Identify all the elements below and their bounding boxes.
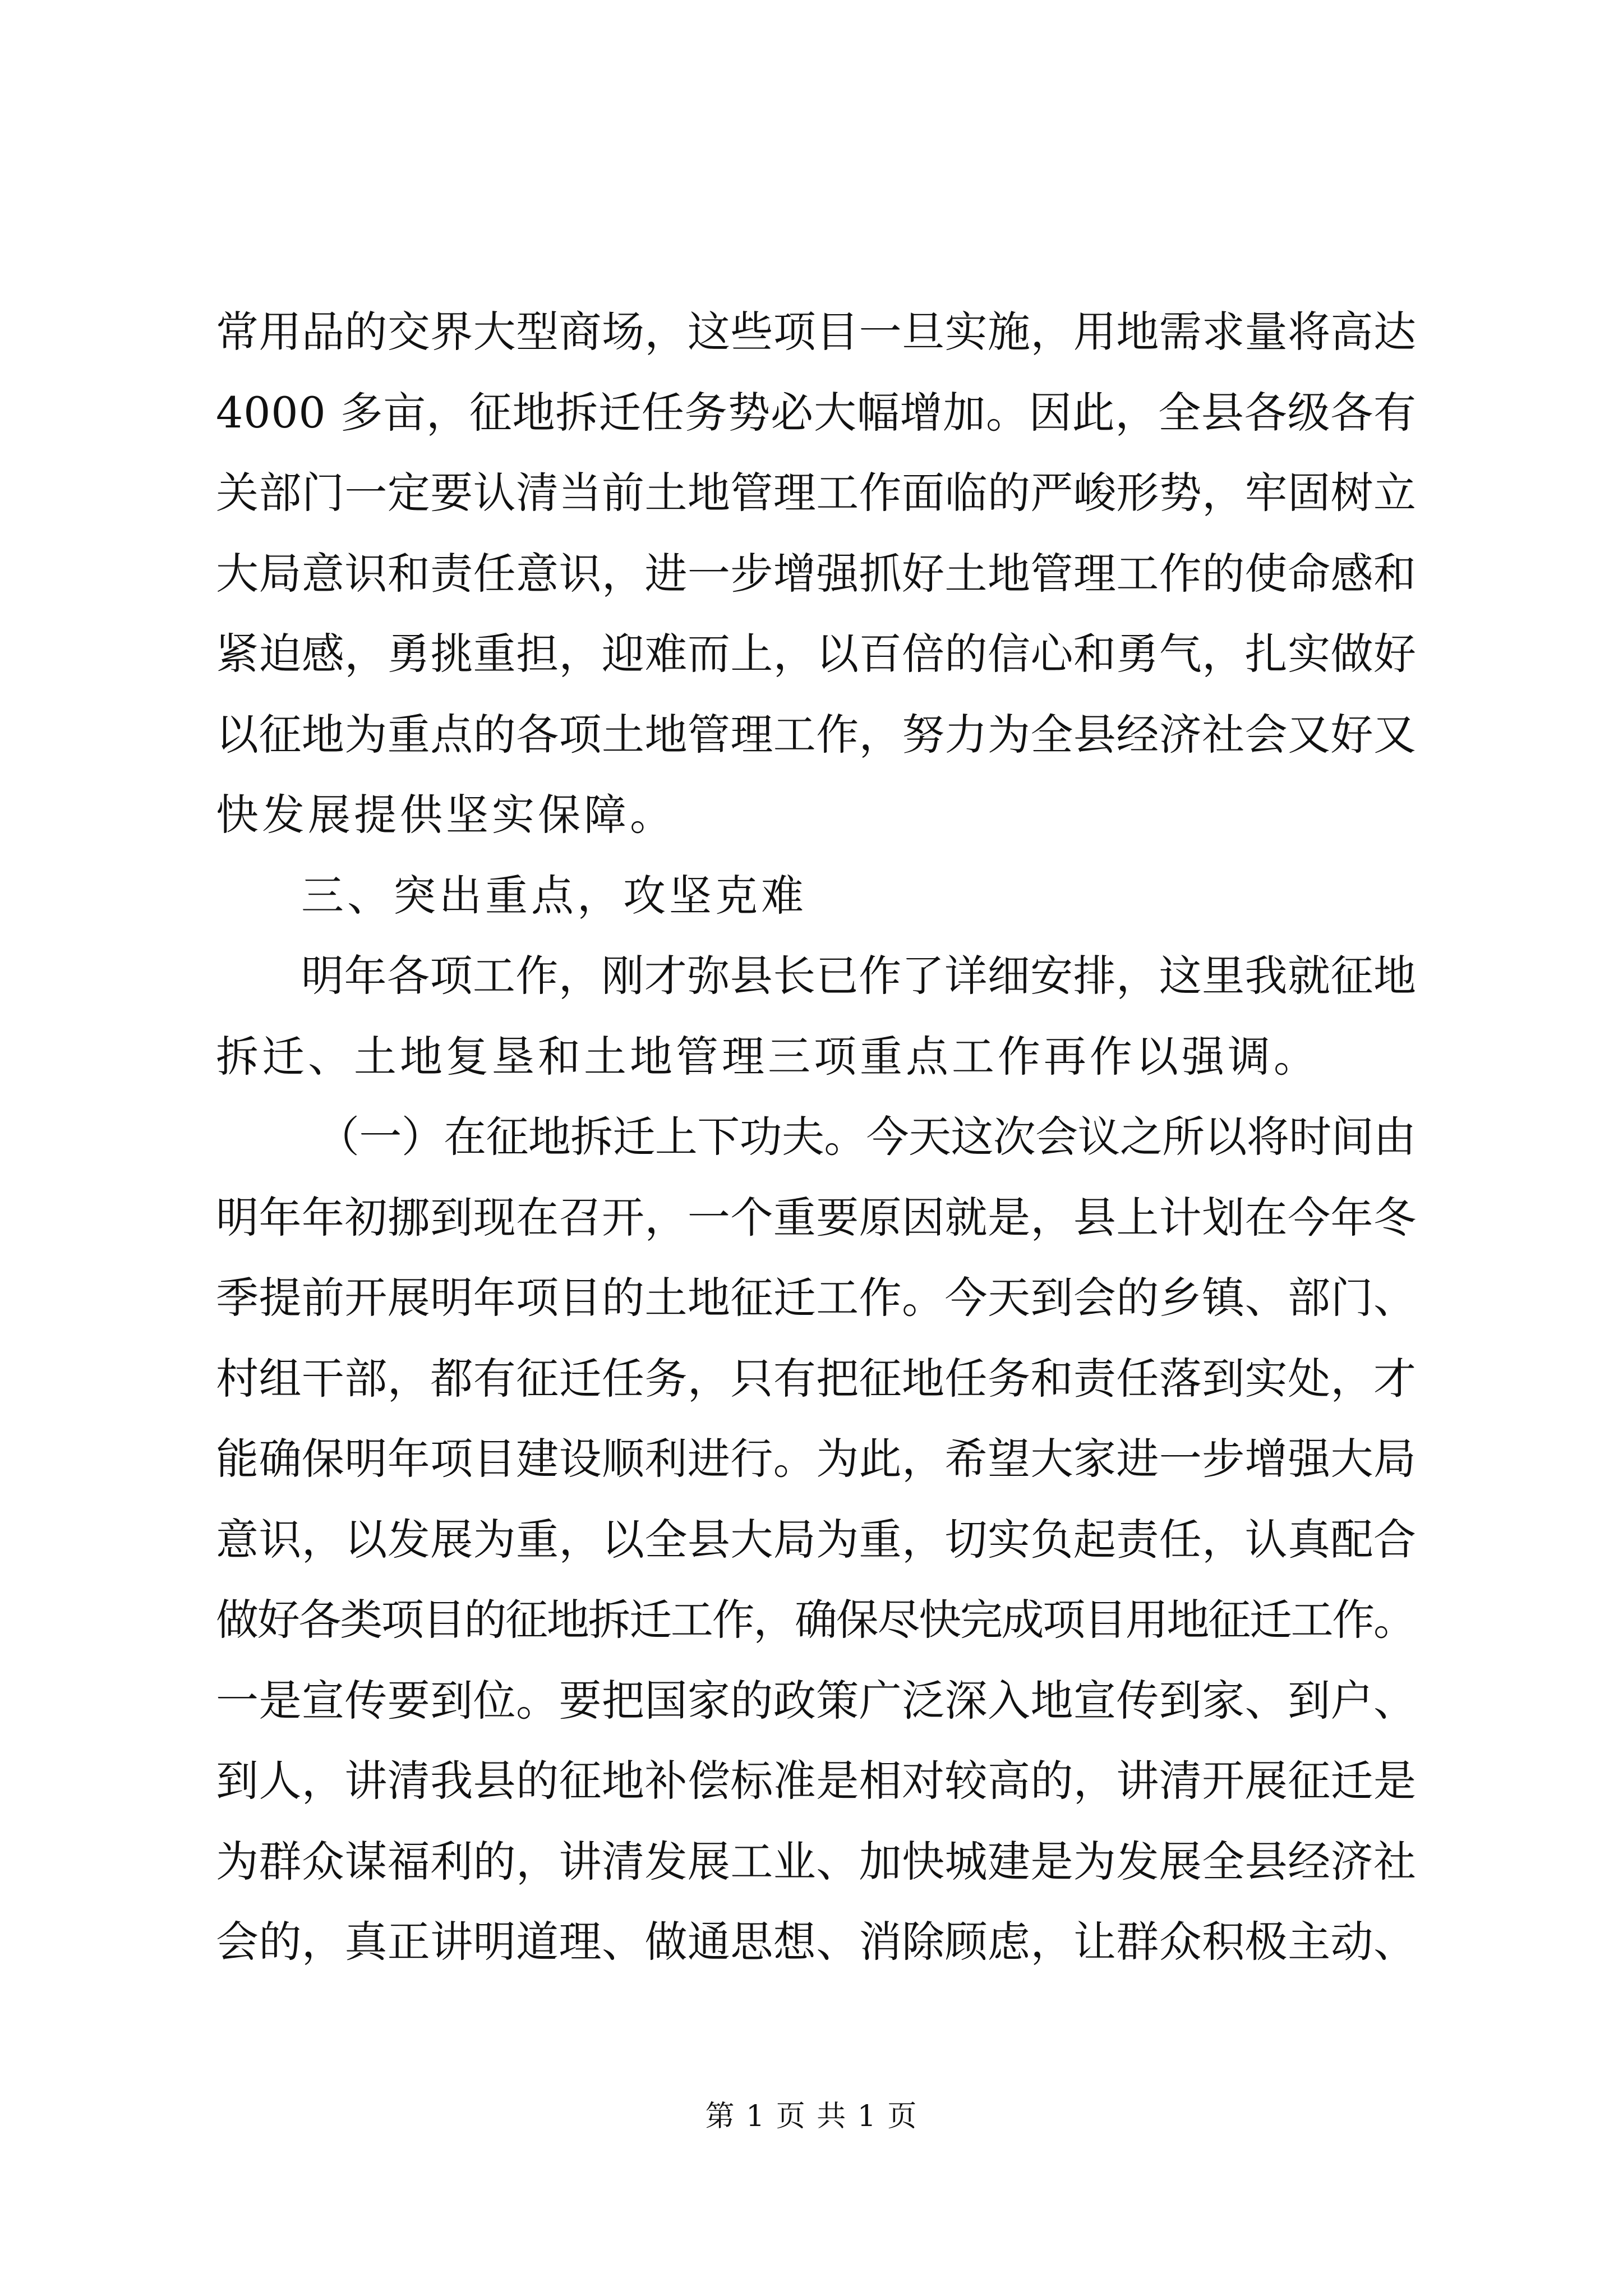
text-line [216,453,1416,533]
subsection-line [216,1097,1416,1177]
document-body [216,292,1416,1982]
text-line [216,1016,1416,1097]
text-line [216,936,1416,1016]
line-text: 常用品的交界大型商场，这些项目一旦实施，用地需求量将高达 [216,307,1417,357]
text-line [216,533,1416,614]
line-text: 意识，以发展为重，以全县大局为重，切实负起责任，认真配合 [216,1514,1417,1565]
section-heading [216,855,1416,936]
text-line [216,1821,1416,1902]
text-line [216,694,1416,775]
text-line [216,775,1416,855]
line-text: 以征地为重点的各项土地管理工作，努力为全县经济社会又好又 [216,709,1417,760]
line-text: 一是宣传要到位。要把国家的政策广泛深入地宣传到家、到户、 [216,1675,1417,1726]
line-text: 会的，真正讲明道理、做通思想、消除顾虑，让群众积极主动、 [216,1917,1417,1967]
line-text: 关部门一定要认清当前土地管理工作面临的严峻形势，牢固树立 [216,468,1417,518]
text-line [216,1177,1416,1258]
line-text: 到人，讲清我县的征地补偿标准是相对较高的，讲清开展征迁是 [216,1756,1417,1806]
line-text: 季提前开展明年项目的土地征迁工作。今天到会的乡镇、部门、 [216,1273,1417,1323]
line-text: 明年年初挪到现在召开，一个重要原因就是，县上计划在今年冬 [216,1192,1417,1243]
line-text: 4000 多亩，征地拆迁任务势必大幅增加。因此，全县各级各有 [216,387,1417,438]
text-line [216,614,1416,694]
text-line [216,1741,1416,1821]
line-text: 紧迫感，勇挑重担，迎难而上，以百倍的信心和勇气，扎实做好 [216,629,1417,679]
text-line [216,1580,1416,1660]
line-text: 村组干部，都有征迁任务，只有把征地任务和责任落到实处，才 [216,1353,1417,1404]
text-line [216,1902,1416,1982]
page-number-label: 第 1 页 共 1 页 [705,2100,918,2133]
line-text: 为群众谋福利的，讲清发展工业、加快城建是为发展全县经济社 [216,1836,1417,1887]
text-line [216,1258,1416,1338]
line-text: 拆迁、土地复垦和土地管理三项重点工作再作以强调。 [216,1031,1320,1082]
text-line [216,1419,1416,1499]
text-line [216,1338,1416,1419]
text-line [216,1499,1416,1580]
line-text: 能确保明年项目建设顺利进行。为此，希望大家进一步增强大局 [216,1434,1417,1484]
line-text: 大局意识和责任意识，进一步增强抓好土地管理工作的使命感和 [216,548,1417,599]
text-line [216,1660,1416,1741]
heading-text: 三、突出重点，攻坚克难 [301,870,807,921]
line-text: （一）在征地拆迁上下功夫。今天这次会议之所以将时间由 [317,1112,1416,1162]
line-text: 快发展提供坚实保障。 [216,790,676,840]
page-footer [0,2097,1623,2136]
text-line [216,372,1416,453]
line-text: 明年各项工作，刚才弥县长已作了详细安排，这里我就征地 [301,951,1417,1001]
line-text: 做好各类项目的征地拆迁工作，确保尽快完成项目用地征迁工作。 [216,1595,1415,1645]
text-line [216,292,1416,372]
